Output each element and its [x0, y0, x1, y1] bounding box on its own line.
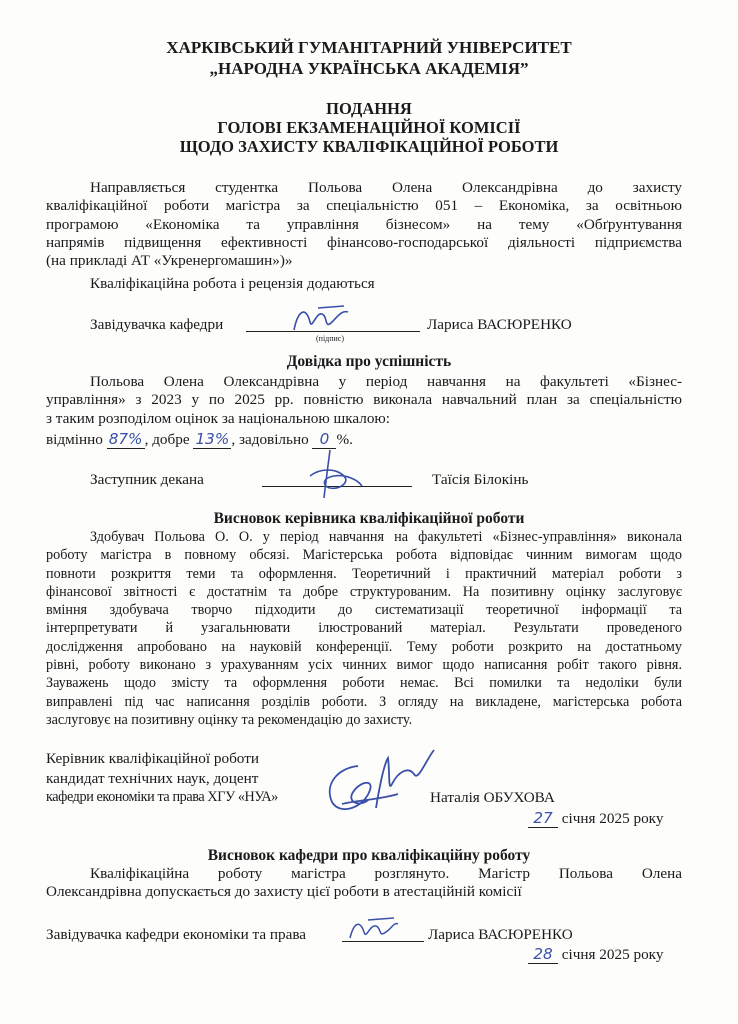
excellent-value: 87%: [107, 430, 145, 449]
supervisor-line: рівні, роботу виконано з урахуванням усіх чинних вимог щодо написання робіт такого рівня.: [46, 657, 682, 674]
progress-line: управління» з 2023 у по 2025 рр. повністю виконала навчальний план за спеціальністю: [46, 391, 682, 409]
doc-title-1: ПОДАННЯ: [326, 99, 412, 118]
deputy-dean-role: Заступник декана: [90, 471, 204, 488]
head-name: Лариса ВАСЮРЕНКО: [427, 316, 572, 333]
satisfactory-label: , задовільно: [231, 431, 309, 448]
intro-line: Направляється студентка Польова Олена Олександрівна до захисту: [90, 179, 682, 196]
supervisor-line: повноти розкриття теми та оформлення. Теоретичний і практичний матеріал роботи з: [46, 565, 682, 582]
department-date: [528, 945, 663, 964]
department-role: Завідувачка кафедри економіки та права: [46, 926, 307, 943]
supervisor-role-3: кафедри економіки та права ХГУ «НУА»: [46, 789, 278, 805]
supervisor-role-1: Керівник кваліфікаційної роботи: [46, 750, 259, 767]
supervisor-date-day: 27: [528, 809, 558, 828]
progress-heading: Довідка про успішність: [286, 353, 452, 370]
supervisor-line: інтерпретувати й узагальнювати ілюстрований матеріал. Результати проведеного: [46, 620, 682, 637]
intro-paragraph: [46, 179, 682, 270]
department-date-day: 28: [528, 945, 558, 964]
doc-title-3: ЩОДО ЗАХИСТУ КВАЛІФІКАЦІЙНОЇ РОБОТИ: [179, 137, 559, 156]
supervisor-line: Зауважень щодо змісту та оформлення роботи немає. Всі помилки та недоліки були: [46, 675, 682, 692]
supervisor-date-rest: січня 2025 року: [561, 810, 664, 827]
supervisor-signature: [318, 744, 438, 824]
intro-line: (на прикладі АТ «Укренергомашин»)»: [46, 252, 293, 270]
supervisor-name: Наталія ОБУХОВА: [430, 789, 555, 806]
department-line: Олександрівна допускається до захисту цієї роботи в атестаційній комісії: [46, 883, 522, 901]
progress-line: Польова Олена Олександрівна у період навчання на факультеті «Бізнес-: [90, 373, 682, 390]
intro-line: напрямів підвищення ефективності фінансово-господарської діяльності підприємства: [46, 233, 682, 251]
good-label: , добре: [144, 431, 190, 448]
satisfactory-value: 0: [312, 430, 336, 449]
deputy-dean-name: Таїсія Білокінь: [432, 471, 529, 488]
department-paragraph: [46, 865, 682, 902]
intro-line: програмою «Економіка та управління бізнесом» на тему «Обґрунтування: [46, 215, 682, 233]
head-role: Завідувачка кафедри: [90, 316, 224, 333]
supervisor-heading: Висновок керівника кваліфікаційної роботи: [213, 510, 525, 527]
department-heading: Висновок кафедри про кваліфікаційну роботу: [207, 847, 531, 864]
percent-sign: %.: [336, 431, 353, 448]
supervisor-line: Здобувач Польова О. О. у період навчання на факультеті «Бізнес-управління» виконала: [90, 529, 682, 545]
good-value: 13%: [193, 430, 231, 449]
supervisor-line: вміння здобувача творчо підходити до систематизації теоретичної інформації та: [46, 602, 682, 619]
department-date-rest: січня 2025 року: [561, 946, 664, 963]
department-line: Кваліфікаційна роботу магістра розглянуто. Магістр Польова Олена: [90, 865, 682, 882]
progress-paragraph: [46, 373, 682, 428]
supervisor-line: фінансової звітності є достатнім та добре структурованим. На позитивну оцінку заслуговує: [46, 583, 682, 600]
supervisor-line: виправлені під час написання розділів роботи. З огляду на викладене, магістерська робота: [46, 693, 682, 710]
department-head-name: Лариса ВАСЮРЕНКО: [428, 926, 573, 943]
department-head-signature: [346, 914, 400, 944]
attachments-note: Кваліфікаційна робота і рецензія додаються: [90, 275, 375, 292]
supervisor-role-2: кандидат технічних наук, доцент: [46, 770, 259, 787]
deputy-dean-signature: [300, 446, 370, 502]
academy-name: „НАРОДНА УКРАЇНСЬКА АКАДЕМІЯ”: [209, 59, 529, 78]
excellent-label: відмінно: [46, 431, 103, 448]
signature-caption: (підпис): [316, 334, 345, 343]
supervisor-line: дослідження апробовано на науковій конференції. Тему роботи розкрито на достатньому: [46, 638, 682, 655]
university-name: ХАРКІВСЬКИЙ ГУМАНІТАРНИЙ УНІВЕРСИТЕТ: [166, 38, 572, 57]
intro-line: кваліфікаційної роботи магістра за спеціальністю 051 – Економіка, за освітньою: [46, 197, 682, 215]
supervisor-line: роботу магістра в повному обсязі. Магістерська робота відповідає чинним вимогам щодо: [46, 547, 682, 564]
head-signature: [288, 300, 354, 338]
supervisor-line: заслуговує на позитивну оцінку та рекомендацію до захисту.: [46, 711, 413, 728]
doc-title-2: ГОЛОВІ ЕКЗАМЕНАЦІЙНОЇ КОМІСІЇ: [217, 118, 521, 137]
progress-line: з таким розподілом оцінок за національною шкалою:: [46, 409, 390, 427]
supervisor-paragraph: [46, 528, 682, 729]
supervisor-date: [528, 809, 663, 828]
